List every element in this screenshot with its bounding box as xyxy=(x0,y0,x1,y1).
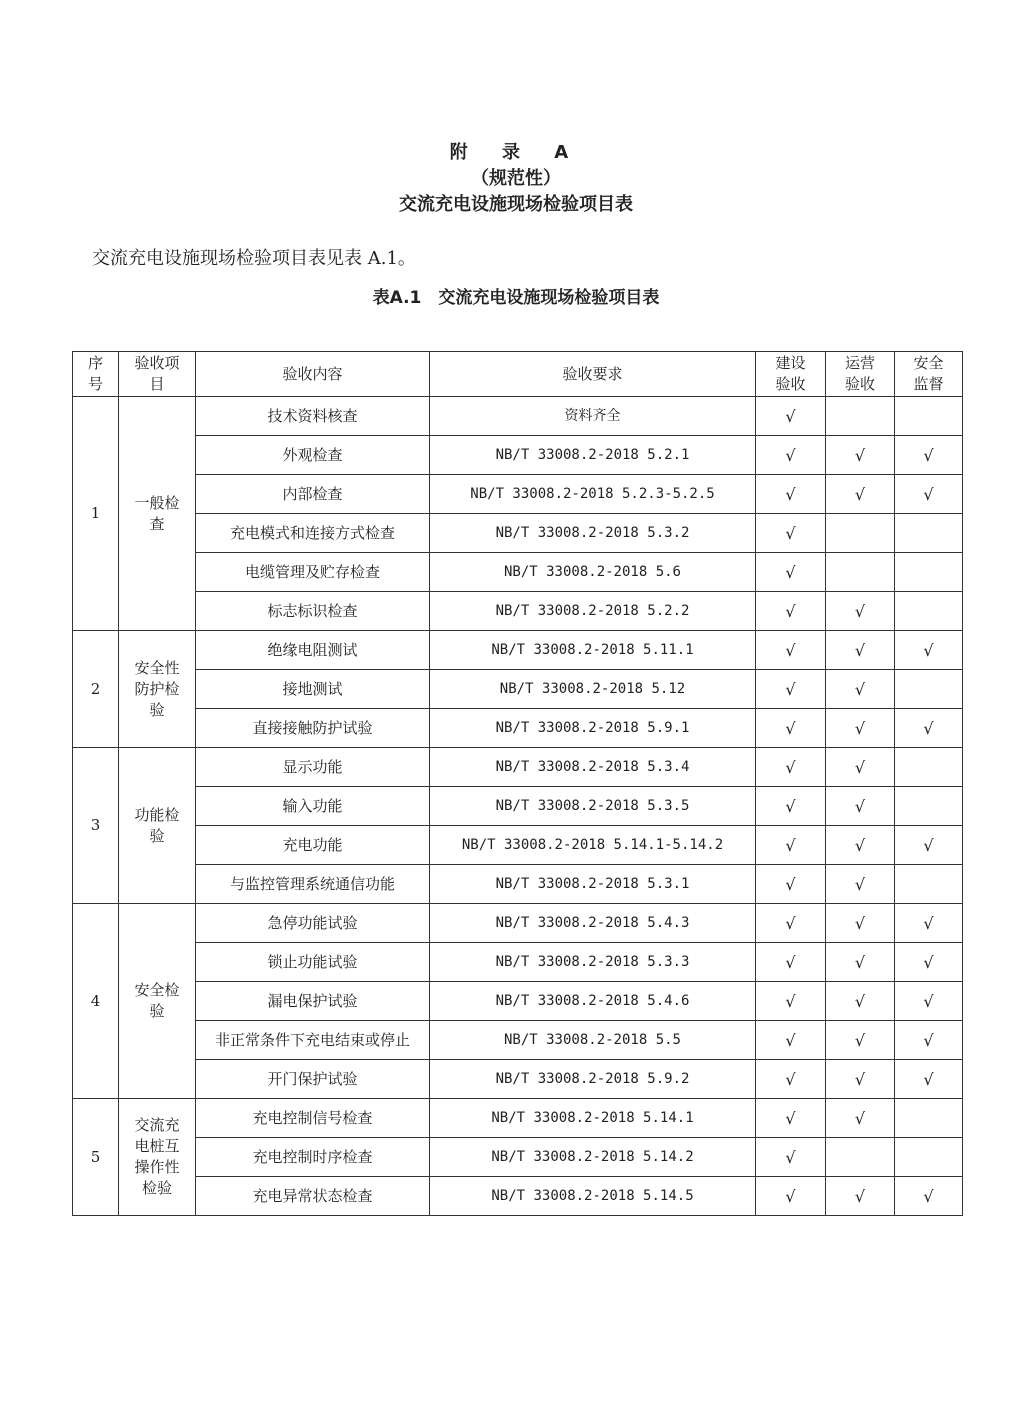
table-row xyxy=(73,709,963,748)
operation-acceptance-mark: √ xyxy=(826,670,895,709)
safety-supervision-mark: √ xyxy=(895,943,963,982)
safety-supervision-mark xyxy=(895,1099,963,1138)
group-item: 交流充电桩互操作性检验 xyxy=(119,1099,196,1216)
row-requirement: NB/T 33008.2-2018 5.9.1 xyxy=(430,709,756,748)
operation-acceptance-mark: √ xyxy=(826,943,895,982)
row-content: 显示功能 xyxy=(196,748,430,787)
operation-acceptance-mark: √ xyxy=(826,1099,895,1138)
row-content: 充电异常状态检查 xyxy=(196,1177,430,1216)
table-row xyxy=(73,904,963,943)
row-requirement: NB/T 33008.2-2018 5.14.5 xyxy=(430,1177,756,1216)
row-content: 充电功能 xyxy=(196,826,430,865)
group-item: 功能检验 xyxy=(119,748,196,904)
safety-supervision-mark: √ xyxy=(895,709,963,748)
build-acceptance-mark: √ xyxy=(756,1060,826,1099)
table-row xyxy=(73,826,963,865)
safety-supervision-mark xyxy=(895,397,963,436)
col-header-operation: 运营验收 xyxy=(826,352,895,397)
table-row xyxy=(73,787,963,826)
row-requirement: 资料齐全 xyxy=(430,397,756,436)
table-row xyxy=(73,1060,963,1099)
build-acceptance-mark: √ xyxy=(756,397,826,436)
row-content: 急停功能试验 xyxy=(196,904,430,943)
row-requirement: NB/T 33008.2-2018 5.9.2 xyxy=(430,1060,756,1099)
build-acceptance-mark: √ xyxy=(756,787,826,826)
table-row xyxy=(73,1177,963,1216)
build-acceptance-mark: √ xyxy=(756,1099,826,1138)
table-row xyxy=(73,514,963,553)
row-requirement: NB/T 33008.2-2018 5.4.3 xyxy=(430,904,756,943)
operation-acceptance-mark: √ xyxy=(826,1177,895,1216)
row-content: 接地测试 xyxy=(196,670,430,709)
col-header-safety: 安全监督 xyxy=(895,352,963,397)
appendix-label: 附 录 A xyxy=(449,142,583,163)
operation-acceptance-mark xyxy=(826,397,895,436)
operation-acceptance-mark: √ xyxy=(826,982,895,1021)
row-requirement: NB/T 33008.2-2018 5.14.1-5.14.2 xyxy=(430,826,756,865)
row-requirement: NB/T 33008.2-2018 5.3.3 xyxy=(430,943,756,982)
build-acceptance-mark: √ xyxy=(756,982,826,1021)
safety-supervision-mark: √ xyxy=(895,982,963,1021)
safety-supervision-mark xyxy=(895,865,963,904)
table-header-row xyxy=(73,352,963,397)
group-number: 5 xyxy=(73,1099,119,1216)
row-content: 输入功能 xyxy=(196,787,430,826)
build-acceptance-mark: √ xyxy=(756,514,826,553)
safety-supervision-mark xyxy=(895,787,963,826)
safety-supervision-mark: √ xyxy=(895,1060,963,1099)
row-content: 与监控管理系统通信功能 xyxy=(196,865,430,904)
row-content: 漏电保护试验 xyxy=(196,982,430,1021)
table-row xyxy=(73,982,963,1021)
table-row xyxy=(73,943,963,982)
table-row xyxy=(73,865,963,904)
operation-acceptance-mark: √ xyxy=(826,709,895,748)
safety-supervision-mark xyxy=(895,1138,963,1177)
row-requirement: NB/T 33008.2-2018 5.2.2 xyxy=(430,592,756,631)
table-row xyxy=(73,631,963,670)
operation-acceptance-mark: √ xyxy=(826,1021,895,1060)
group-number: 3 xyxy=(73,748,119,904)
row-content: 标志标识检查 xyxy=(196,592,430,631)
operation-acceptance-mark: √ xyxy=(826,904,895,943)
build-acceptance-mark: √ xyxy=(756,943,826,982)
safety-supervision-mark xyxy=(895,670,963,709)
col-header-build: 建设验收 xyxy=(756,352,826,397)
row-content: 技术资料核查 xyxy=(196,397,430,436)
group-number: 2 xyxy=(73,631,119,748)
row-requirement: NB/T 33008.2-2018 5.3.1 xyxy=(430,865,756,904)
row-content: 充电控制信号检查 xyxy=(196,1099,430,1138)
safety-supervision-mark xyxy=(895,748,963,787)
safety-supervision-mark xyxy=(895,514,963,553)
safety-supervision-mark: √ xyxy=(895,904,963,943)
row-content: 直接接触防护试验 xyxy=(196,709,430,748)
operation-acceptance-mark: √ xyxy=(826,1060,895,1099)
row-content: 锁止功能试验 xyxy=(196,943,430,982)
operation-acceptance-mark xyxy=(826,553,895,592)
build-acceptance-mark: √ xyxy=(756,748,826,787)
build-acceptance-mark: √ xyxy=(756,865,826,904)
operation-acceptance-mark: √ xyxy=(826,631,895,670)
group-item: 安全性防护检验 xyxy=(119,631,196,748)
row-requirement: NB/T 33008.2-2018 5.4.6 xyxy=(430,982,756,1021)
row-requirement: NB/T 33008.2-2018 5.3.2 xyxy=(430,514,756,553)
build-acceptance-mark: √ xyxy=(756,826,826,865)
row-requirement: NB/T 33008.2-2018 5.14.2 xyxy=(430,1138,756,1177)
build-acceptance-mark: √ xyxy=(756,631,826,670)
safety-supervision-mark: √ xyxy=(895,475,963,514)
row-requirement: NB/T 33008.2-2018 5.6 xyxy=(430,553,756,592)
operation-acceptance-mark: √ xyxy=(826,865,895,904)
table-caption: 表A.1 交流充电设施现场检验项目表 xyxy=(372,288,660,308)
table-row xyxy=(73,670,963,709)
safety-supervision-mark xyxy=(895,553,963,592)
build-acceptance-mark: √ xyxy=(756,709,826,748)
safety-supervision-mark: √ xyxy=(895,826,963,865)
appendix-nature: （规范性） xyxy=(471,168,561,189)
operation-acceptance-mark xyxy=(826,1138,895,1177)
build-acceptance-mark: √ xyxy=(756,592,826,631)
row-requirement: NB/T 33008.2-2018 5.11.1 xyxy=(430,631,756,670)
col-header-item: 验收项目 xyxy=(119,352,196,397)
row-requirement: NB/T 33008.2-2018 5.3.4 xyxy=(430,748,756,787)
operation-acceptance-mark: √ xyxy=(826,787,895,826)
operation-acceptance-mark: √ xyxy=(826,748,895,787)
row-requirement: NB/T 33008.2-2018 5.2.3-5.2.5 xyxy=(430,475,756,514)
table-row xyxy=(73,1099,963,1138)
safety-supervision-mark xyxy=(895,592,963,631)
group-number: 1 xyxy=(73,397,119,631)
row-requirement: NB/T 33008.2-2018 5.14.1 xyxy=(430,1099,756,1138)
row-content: 充电模式和连接方式检查 xyxy=(196,514,430,553)
row-content: 非正常条件下充电结束或停止 xyxy=(196,1021,430,1060)
build-acceptance-mark: √ xyxy=(756,475,826,514)
row-content: 充电控制时序检查 xyxy=(196,1138,430,1177)
table-row xyxy=(73,475,963,514)
table-row xyxy=(73,592,963,631)
row-content: 外观检查 xyxy=(196,436,430,475)
build-acceptance-mark: √ xyxy=(756,670,826,709)
build-acceptance-mark: √ xyxy=(756,904,826,943)
table-row xyxy=(73,1021,963,1060)
operation-acceptance-mark: √ xyxy=(826,592,895,631)
row-requirement: NB/T 33008.2-2018 5.12 xyxy=(430,670,756,709)
safety-supervision-mark: √ xyxy=(895,436,963,475)
group-number: 4 xyxy=(73,904,119,1099)
table-row xyxy=(73,553,963,592)
appendix-title: 交流充电设施现场检验项目表 xyxy=(399,194,633,215)
operation-acceptance-mark: √ xyxy=(826,436,895,475)
col-header-requirement: 验收要求 xyxy=(430,352,756,397)
build-acceptance-mark: √ xyxy=(756,553,826,592)
row-requirement: NB/T 33008.2-2018 5.2.1 xyxy=(430,436,756,475)
col-header-content: 验收内容 xyxy=(196,352,430,397)
operation-acceptance-mark: √ xyxy=(826,475,895,514)
row-content: 电缆管理及贮存检查 xyxy=(196,553,430,592)
row-content: 绝缘电阻测试 xyxy=(196,631,430,670)
table-row xyxy=(73,748,963,787)
operation-acceptance-mark: √ xyxy=(826,826,895,865)
group-item: 一般检查 xyxy=(119,397,196,631)
inspection-table xyxy=(72,351,963,1216)
build-acceptance-mark: √ xyxy=(756,1177,826,1216)
table-row xyxy=(73,436,963,475)
row-content: 开门保护试验 xyxy=(196,1060,430,1099)
safety-supervision-mark: √ xyxy=(895,1021,963,1060)
row-requirement: NB/T 33008.2-2018 5.3.5 xyxy=(430,787,756,826)
row-requirement: NB/T 33008.2-2018 5.5 xyxy=(430,1021,756,1060)
build-acceptance-mark: √ xyxy=(756,1021,826,1060)
intro-paragraph: 交流充电设施现场检验项目表见表 A.1。 xyxy=(92,248,416,269)
row-content: 内部检查 xyxy=(196,475,430,514)
build-acceptance-mark: √ xyxy=(756,436,826,475)
operation-acceptance-mark xyxy=(826,514,895,553)
col-header-no: 序号 xyxy=(73,352,119,397)
build-acceptance-mark: √ xyxy=(756,1138,826,1177)
safety-supervision-mark: √ xyxy=(895,1177,963,1216)
table-row xyxy=(73,397,963,436)
safety-supervision-mark: √ xyxy=(895,631,963,670)
table-row xyxy=(73,1138,963,1177)
group-item: 安全检验 xyxy=(119,904,196,1099)
